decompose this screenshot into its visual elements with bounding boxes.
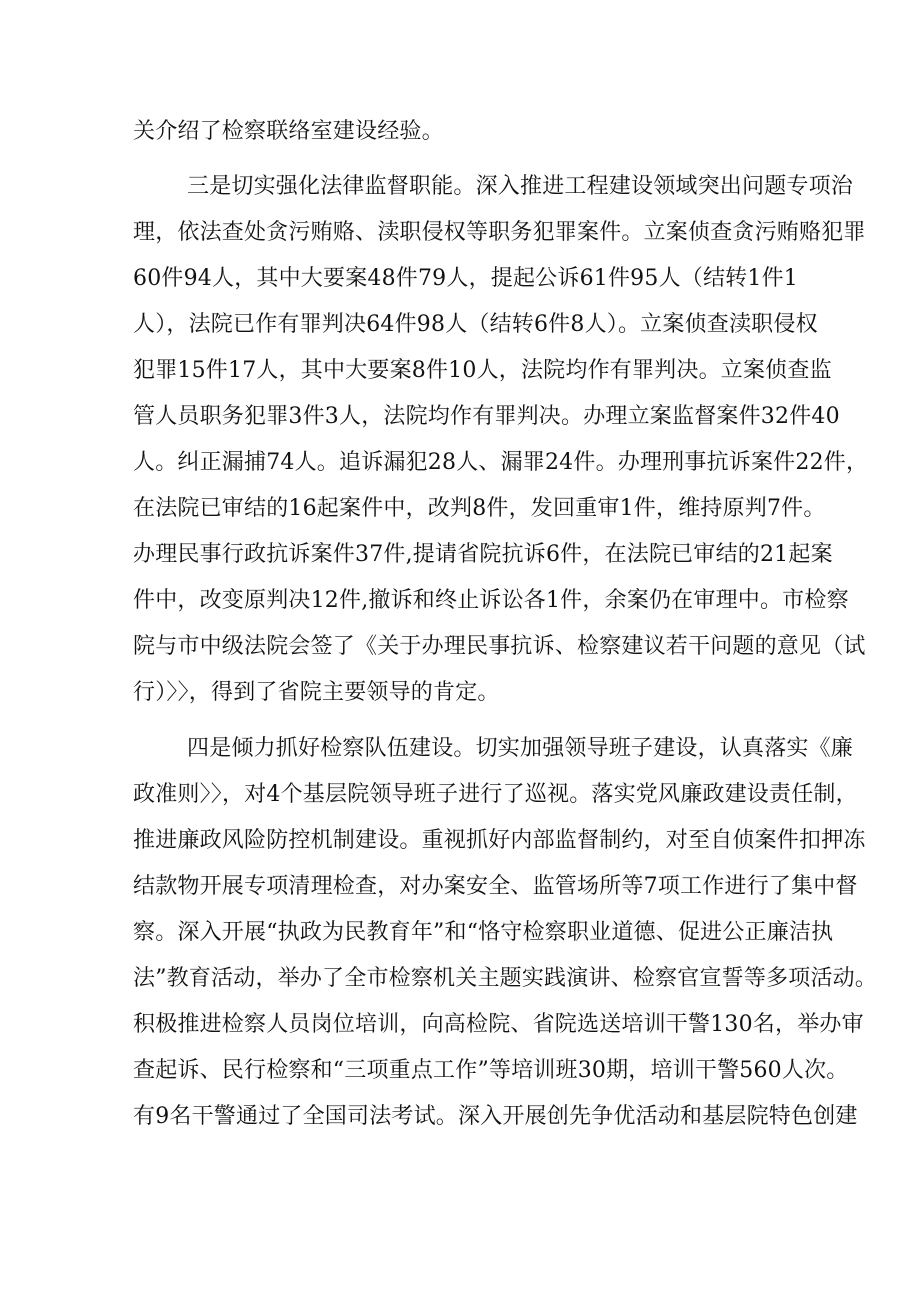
paragraph-line: 积极推进检察人员岗位培训，向高检院、省院选送培训干警130名，举办审: [133, 1012, 864, 1037]
paragraph-line: 察。深入开展“执政为民教育年”和“恪守检察职业道德、促进公正廉洁执: [133, 920, 834, 945]
paragraph-line: 有9名干警通过了全国司法考试。深入开展创先争优活动和基层院特色创建: [133, 1104, 858, 1129]
paragraph-line: 在法院已审结的16起案件中，改判8件，发回重审1件，维持原判7件。: [133, 496, 826, 521]
paragraph-line: 管人员职务犯罪3件3人，法院均作有罪判决。办理立案监督案件32件40: [133, 404, 840, 429]
paragraph-line: 犯罪15件17人，其中大要案8件10人，法院均作有罪判决。立案侦查监: [133, 358, 832, 383]
paragraph-line: 结款物开展专项清理检查，对办案安全、监管场所等7项工作进行了集中督: [133, 874, 858, 899]
paragraph-line: 院与市中级法院会签了《关于办理民事抗诉、检察建议若干问题的意见（试: [133, 634, 866, 659]
paragraph-line: 四是倾力抓好检察队伍建设。切实加强领导班子建设，认真落实《廉: [187, 736, 854, 761]
paragraph-line: 人），法院已作有罪判决64件98人（结转6件8人）。立案侦查渎职侵权: [133, 312, 818, 337]
paragraph-line: 法”教育活动，举办了全市检察机关主题实践演讲、检察官宣誓等多项活动。: [133, 966, 878, 991]
paragraph-line: 理，依法查处贪污贿赂、渎职侵权等职务犯罪案件。立案侦查贪污贿赂犯罪: [133, 220, 866, 245]
paragraph-line: 推进廉政风险防控机制建设。重视抓好内部监督制约，对至自侦案件扣押冻: [133, 828, 866, 853]
paragraph-line: 政准则〉〉，对4个基层院领导班子进行了巡视。落实党风廉政建设责任制，: [133, 782, 858, 807]
paragraph-line: 60件94人，其中大要案48件79人，提起公诉61件95人（结转1件1: [133, 266, 798, 291]
paragraph-line: 件中，改变原判决12件,撤诉和终止诉讼各1件，余案仍在审理中。市检察: [133, 588, 849, 613]
paragraph-line: 行）〉〉，得到了省院主要领导的肯定。: [133, 680, 500, 705]
paragraph-line: 办理民事行政抗诉案件37件,提请省院抗诉6件，在法院已审结的21起案: [133, 542, 833, 567]
paragraph-line: 人。纠正漏捕74人。追诉漏犯28人、漏罪24件。办理刑事抗诉案件22件，: [133, 450, 869, 475]
paragraph-line: 三是切实强化法律监督职能。深入推进工程建设领域突出问题专项治: [187, 174, 854, 199]
paragraph-line: 查起诉、民行检察和“三项重点工作”等培训班30期，培训干警560人次。: [133, 1058, 849, 1083]
paragraph-line: 关介绍了检察联络室建设经验。: [133, 119, 444, 144]
